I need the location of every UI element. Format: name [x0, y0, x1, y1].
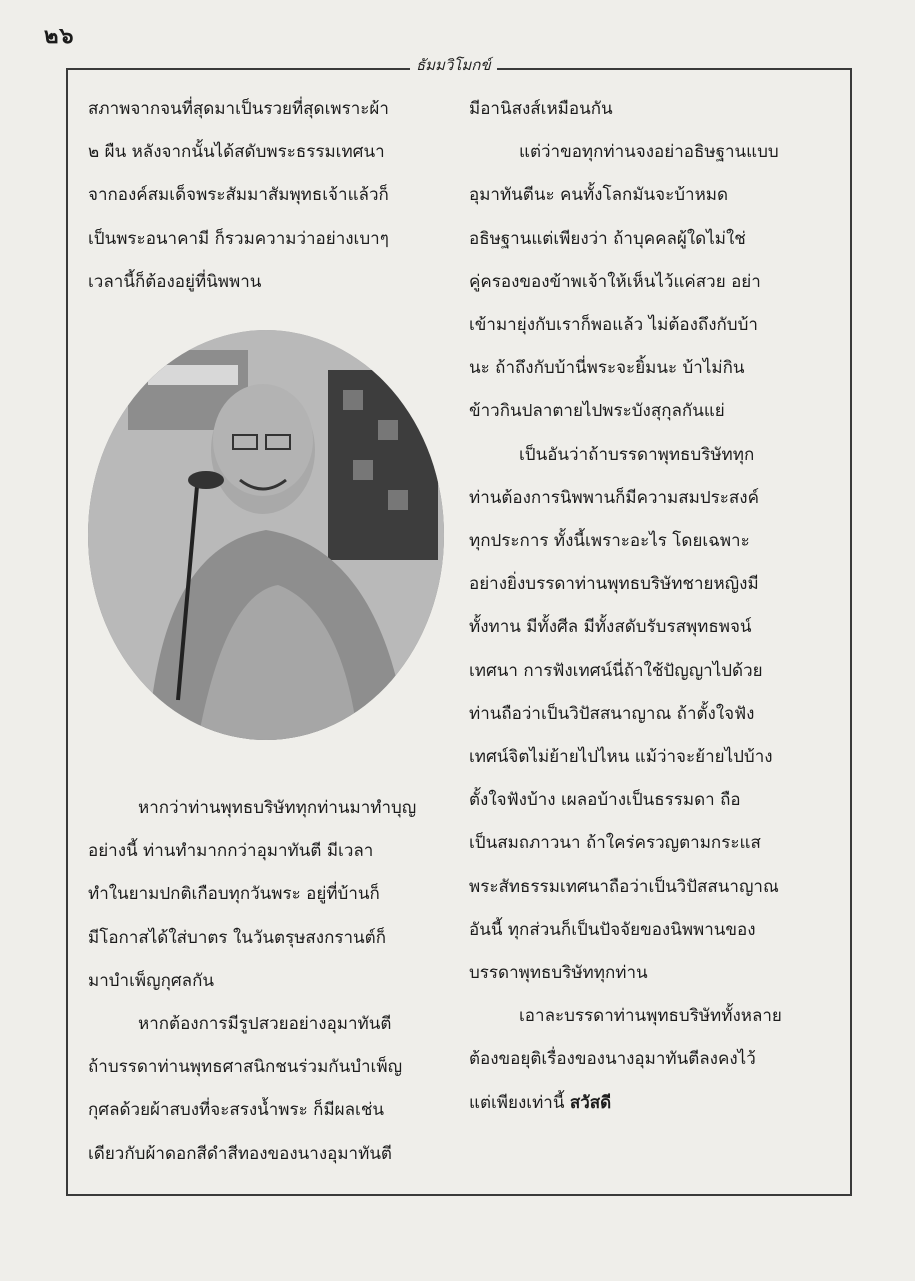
paragraph-line: อย่างนี้ ท่านทำมากกว่าอุมาทันตี มีเวลา: [88, 841, 374, 862]
paragraph-line: เป็นพระอนาคามี ก็รวมความว่าอย่างเบาๆ: [88, 228, 389, 249]
paragraph-line: อธิษฐานแต่เพียงว่า ถ้าบุคคลผู้ใดไม่ใช่: [469, 228, 746, 249]
page-number: ๒๖: [44, 23, 75, 49]
paragraph-line: ต้องขอยุติเรื่องของนางอุมาทันตีลงคงไว้: [469, 1049, 756, 1070]
paragraph-line: หากว่าท่านพุทธบริษัททุกท่านมาทำบุญ: [138, 798, 417, 818]
right-column: [469, 88, 829, 1125]
monk-portrait-photo: [88, 330, 444, 740]
paragraph-line: ทั้งทาน มีทั้งศีล มีทั้งสดับรับรสพุทธพจน์: [469, 617, 752, 638]
paragraph-line: พระสัทธรรมเทศนาถือว่าเป็นวิปัสสนาญาณ: [469, 876, 779, 897]
paragraph-line: ตั้งใจฟังบ้าง เผลอบ้างเป็นธรรมดา ถือ: [469, 790, 741, 811]
paragraph-line: อุมาทันตีนะ คนทั้งโลกมันจะบ้าหมด: [469, 185, 729, 206]
paragraph-line: ถ้าบรรดาท่านพุทธศาสนิกชนร่วมกันบำเพ็ญ: [88, 1057, 403, 1078]
paragraph-line: ท่านต้องการนิพพานก็มีความสมประสงค์: [469, 487, 759, 508]
paragraph-line: มีโอกาสได้ใส่บาตร ในวันตรุษสงกรานต์ก็: [88, 927, 387, 948]
paragraph-line: มาบำเพ็ญกุศลกัน: [88, 970, 215, 991]
left-column-bottom: [88, 787, 448, 1176]
paragraph-line: สภาพจากจนที่สุดมาเป็นรวยที่สุดเพราะผ้า: [88, 99, 389, 119]
running-title: ธัมมวิโมกข์: [410, 53, 497, 77]
left-column-top: [88, 88, 448, 304]
paragraph-line: เทศน์จิตไม่ย้ายไปไหน แม้ว่าจะย้ายไปบ้าง: [469, 747, 773, 768]
paragraph-line: มีอานิสงส์เหมือนกัน: [469, 99, 613, 119]
paragraph-line: หากต้องการมีรูปสวยอย่างอุมาทันตี: [138, 1014, 392, 1035]
paragraph-line: แต่ว่าขอทุกท่านจงอย่าอธิษฐานแบบ: [519, 142, 779, 163]
paragraph-line: ทำในยามปกติเกือบทุกวันพระ อยู่ที่บ้านก็: [88, 884, 380, 905]
paragraph-line: บรรดาพุทธบริษัททุกท่าน: [469, 963, 648, 984]
paragraph-line: อันนี้ ทุกส่วนก็เป็นปัจจัยของนิพพานของ: [469, 919, 756, 940]
paragraph-line: นะ ถ้าถึงกับบ้านี่พระจะยิ้มนะ บ้าไม่กิน: [469, 358, 745, 379]
paragraph-line: เข้ามายุ่งกับเราก็พอแล้ว ไม่ต้องถึงกับบ้า: [469, 315, 758, 336]
paragraph-line: เป็นอันว่าถ้าบรรดาพุทธบริษัททุก: [519, 444, 755, 465]
paragraph-line: จากองค์สมเด็จพระสัมมาสัมพุทธเจ้าแล้วก็: [88, 185, 389, 206]
paragraph-line: ๒ ผืน หลังจากนั้นได้สดับพระธรรมเทศนา: [88, 142, 385, 163]
paragraph-line: อย่างยิ่งบรรดาท่านพุทธบริษัทชายหญิงมี: [469, 574, 759, 595]
paragraph-line: ข้าวกินปลาตายไปพระบังสุกุลกันแย่: [469, 401, 725, 422]
paragraph-line: เดียวกับผ้าดอกสีดำสีทองของนางอุมาทันตี: [88, 1143, 392, 1164]
paragraph-line: เป็นสมถภาวนา ถ้าใคร่ครวญตามกระแส: [469, 833, 761, 854]
paragraph-line: เทศนา การฟังเทศน์นี่ถ้าใช้ปัญญาไปด้วย: [469, 660, 763, 681]
closing-emphasis: สวัสดี: [569, 1092, 612, 1113]
paragraph-line: ทุกประการ ทั้งนี้เพราะอะไร โดยเฉพาะ: [469, 531, 750, 552]
paragraph-line: เวลานี้ก็ต้องอยู่ที่นิพพาน: [88, 271, 262, 292]
paragraph-line: เอาละบรรดาท่านพุทธบริษัททั้งหลาย: [519, 1006, 782, 1027]
closing-line: [469, 1082, 829, 1125]
paragraph-line: คู่ครองของข้าพเจ้าให้เห็นไว้แค่สวย อย่า: [469, 271, 761, 292]
closing-text: แต่เพียงเท่านี้: [469, 1092, 570, 1113]
paragraph-line: ท่านถือว่าเป็นวิปัสสนาญาณ ถ้าตั้งใจฟัง: [469, 703, 755, 724]
paragraph-line: กุศลด้วยผ้าสบงที่จะสรงน้ำพระ ก็มีผลเช่น: [88, 1100, 385, 1121]
